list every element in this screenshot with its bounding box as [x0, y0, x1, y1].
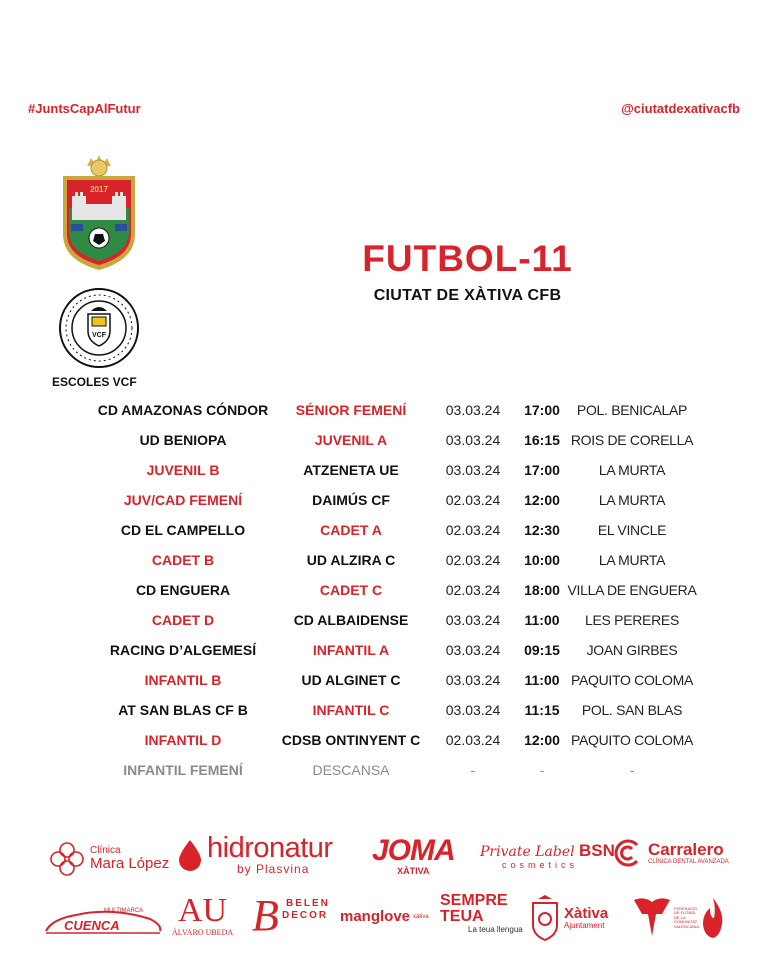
- fixtures-table: [0, 396, 768, 786]
- sponsor-bsn: [480, 842, 615, 870]
- home-team: CD ENGUERA: [135, 582, 231, 598]
- xativa-name: Xàtiva: [564, 904, 609, 922]
- fixture-row: [0, 546, 768, 576]
- match-venue: PAQUITO COLOMA: [570, 672, 694, 688]
- hashtag-label: #JuntsCapAlFutur: [28, 101, 141, 116]
- home-team: CADET D: [151, 612, 215, 628]
- match-date: -: [470, 762, 476, 778]
- sponsor-alvaro-ubeda: [172, 894, 233, 937]
- match-venue: LA MURTA: [598, 462, 666, 478]
- match-venue: -: [629, 762, 635, 778]
- fixture-row: [0, 396, 768, 426]
- fixture-row: [0, 696, 768, 726]
- club-year: 2017: [90, 185, 108, 194]
- away-team: CD ALBAIDENSE: [293, 612, 409, 628]
- match-venue: ROIS DE CORELLA: [570, 432, 694, 448]
- carralero-name: Carralero: [648, 839, 724, 859]
- match-time: 12:00: [524, 732, 560, 748]
- match-time: 18:00: [524, 582, 560, 598]
- joma-name: JOMA: [372, 834, 455, 867]
- fixture-row: [0, 456, 768, 486]
- away-team: INFANTIL C: [312, 702, 390, 718]
- match-date: 03.03.24: [445, 702, 501, 718]
- match-date: 03.03.24: [445, 612, 501, 628]
- away-team: DAIMÚS CF: [312, 492, 390, 508]
- sempre-sub: La teua llengua: [468, 925, 523, 934]
- match-date: 03.03.24: [445, 642, 501, 658]
- match-date: 03.03.24: [445, 432, 501, 448]
- away-team: DESCANSA: [312, 762, 390, 778]
- home-team: CADET B: [151, 552, 215, 568]
- home-team: INFANTIL FEMENÍ: [123, 762, 243, 778]
- away-team: SÉNIOR FEMENÍ: [295, 402, 407, 418]
- page-subtitle: CIUTAT DE XÀTIVA CFB: [373, 287, 562, 304]
- fixture-row: [0, 756, 768, 786]
- svg-text:VCF: VCF: [92, 332, 106, 339]
- sponsor-ffcv: [632, 894, 702, 942]
- carralero-c-icon: [610, 836, 644, 870]
- fixture-row: [0, 576, 768, 606]
- match-date: 02.03.24: [445, 552, 501, 568]
- belen-top: BELEN: [286, 898, 330, 909]
- home-team: JUV/CAD FEMENÍ: [123, 492, 243, 508]
- manglove-name: manglove: [340, 908, 411, 925]
- match-venue: LES PERERES: [585, 612, 679, 628]
- match-time: 09:15: [524, 642, 560, 658]
- xativa-sub: Ajuntament: [564, 920, 605, 930]
- match-venue: EL VINCLE: [597, 522, 667, 538]
- page-title: FUTBOL-11: [362, 238, 573, 279]
- match-date: 02.03.24: [445, 732, 501, 748]
- match-time: 10:00: [524, 552, 560, 568]
- cuenca-name: CUENCA: [64, 918, 120, 933]
- match-venue: LA MURTA: [598, 492, 666, 508]
- match-time: -: [539, 762, 545, 778]
- sponsor-mara-lopez: [48, 840, 169, 878]
- bsn-script: Private Label: [480, 844, 575, 860]
- match-venue: JOAN GIRBES: [586, 642, 678, 658]
- escoles-vcf-caption: ESCOLES VCF: [52, 375, 137, 389]
- away-team: INFANTIL A: [312, 642, 390, 658]
- sponsor-manglove: [340, 908, 429, 925]
- bsn-sub: cosmetics: [502, 860, 579, 870]
- match-venue: POL. SAN BLAS: [581, 702, 683, 718]
- sempre-1: SEMPRE: [440, 892, 508, 909]
- away-team: CADET A: [320, 522, 382, 538]
- ffcv-text: FEDERACIÓ DE FUTBOL DE LA COMUNITAT VALENCIANA: [674, 906, 700, 929]
- home-team: RACING D’ALGEMESÍ: [109, 642, 257, 658]
- match-venue: LA MURTA: [598, 552, 666, 568]
- match-date: 02.03.24: [445, 522, 501, 538]
- away-team: UD ALGINET C: [301, 672, 401, 688]
- home-team: CD AMAZONAS CÓNDOR: [97, 402, 269, 418]
- bsn-name: BSN: [579, 841, 615, 860]
- match-venue: POL. BENICALAP: [576, 402, 688, 418]
- sponsor-sempre-teua: [440, 893, 523, 934]
- fixture-row: [0, 516, 768, 546]
- match-time: 17:00: [524, 462, 560, 478]
- fixture-row: [0, 606, 768, 636]
- mara-bottom: Mara López: [90, 855, 170, 873]
- au-mark: AU: [178, 892, 228, 929]
- au-sub: ÁLVARO UBEDA: [172, 928, 234, 937]
- match-time: 11:00: [524, 612, 560, 628]
- match-time: 12:00: [524, 492, 560, 508]
- home-team: JUVENIL B: [146, 462, 220, 478]
- match-date: 03.03.24: [445, 402, 501, 418]
- xativa-shield-icon: [530, 895, 560, 941]
- fixture-row: [0, 426, 768, 456]
- match-date: 02.03.24: [445, 582, 501, 598]
- match-venue: VILLA DE ENGUERA: [567, 582, 697, 598]
- social-handle: @ciutatdexativacfb: [621, 101, 740, 116]
- sponsor-carralero: [610, 836, 729, 870]
- drop-icon: [177, 838, 203, 872]
- home-team: INFANTIL B: [144, 672, 222, 688]
- fixture-row: [0, 666, 768, 696]
- carralero-sub: CLÍNICA DENTAL AVANZADA: [648, 858, 729, 865]
- away-team: UD ALZIRA C: [306, 552, 396, 568]
- sponsor-gena: [700, 896, 726, 940]
- manglove-tag: xàtiva: [413, 913, 429, 920]
- match-time: 12:30: [524, 522, 560, 538]
- sponsor-cuenca: [42, 905, 164, 939]
- match-time: 11:00: [524, 672, 560, 688]
- match-date: 03.03.24: [445, 462, 501, 478]
- sponsor-belen-decor: B BELEN DECOR: [252, 891, 330, 940]
- fixture-row: [0, 486, 768, 516]
- belen-bottom: DECOR: [282, 910, 329, 921]
- away-team: CADET C: [319, 582, 383, 598]
- away-team: ATZENETA UE: [303, 462, 399, 478]
- away-team: CDSB ONTINYENT C: [281, 732, 421, 748]
- hidronatur-name: hidronatur: [207, 832, 333, 864]
- match-date: 02.03.24: [445, 492, 501, 508]
- joma-sub: XÀTIVA: [397, 866, 430, 876]
- away-team: JUVENIL A: [314, 432, 388, 448]
- match-venue: PAQUITO COLOMA: [570, 732, 694, 748]
- match-date: 03.03.24: [445, 672, 501, 688]
- home-team: AT SAN BLAS CF B: [118, 702, 248, 718]
- flower-icon: [48, 840, 86, 878]
- fixture-row: [0, 726, 768, 756]
- sponsor-ajuntament-xativa: [530, 895, 608, 941]
- ffcv-logo-icon: [632, 894, 672, 942]
- sempre-2: TEUA: [440, 908, 484, 925]
- home-team: INFANTIL D: [144, 732, 222, 748]
- home-team: CD EL CAMPELLO: [120, 522, 246, 538]
- match-time: 17:00: [524, 402, 560, 418]
- home-team: UD BENIOPA: [139, 432, 227, 448]
- match-time: 11:15: [524, 702, 560, 718]
- fixture-row: [0, 636, 768, 666]
- sponsor-joma: [372, 836, 455, 877]
- hidronatur-sub: by Plasvina: [237, 862, 310, 876]
- match-time: 16:15: [524, 432, 560, 448]
- sponsor-hidronatur: [177, 834, 333, 875]
- flame-icon: [700, 896, 726, 940]
- mara-top: Clínica: [90, 844, 121, 856]
- cuenca-top: MULTIMARCA: [104, 908, 144, 914]
